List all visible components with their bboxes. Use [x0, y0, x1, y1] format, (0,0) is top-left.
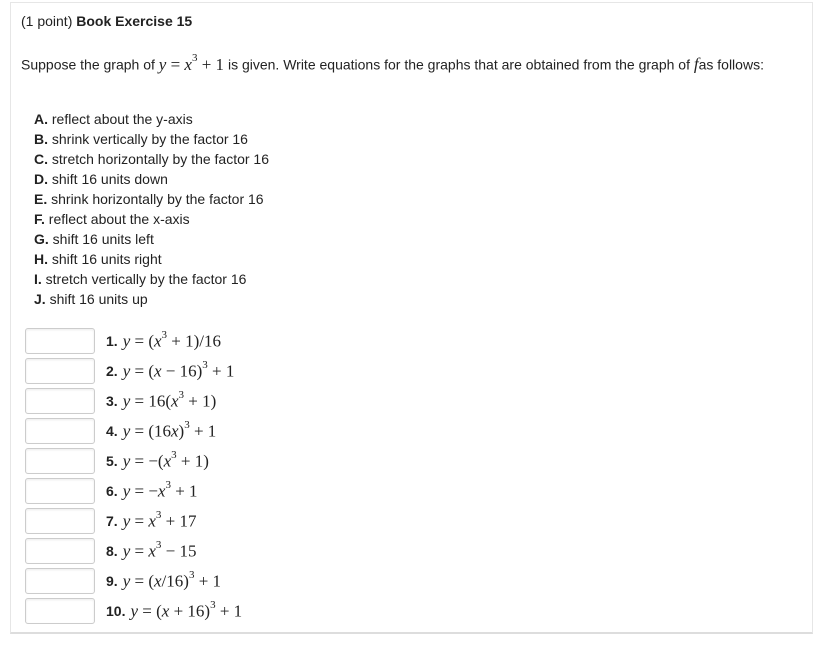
problem-panel: [10, 2, 813, 634]
answer-number: 3.: [106, 393, 118, 409]
answer-row: [25, 596, 242, 626]
answer-number: 10.: [106, 603, 126, 619]
option-item: [34, 269, 269, 289]
answer-equation: $y = (16x)^3 + 1$: [122, 418, 217, 441]
answer-input-9[interactable]: [25, 568, 95, 594]
option-text: reflect about the x-axis: [48, 211, 190, 227]
answer-number: 5.: [106, 453, 118, 469]
base-equation: $y = x^3 + 1$: [158, 52, 225, 74]
answer-input-10[interactable]: [25, 598, 95, 624]
option-text: reflect about the y-axis: [51, 111, 193, 127]
answer-input-1[interactable]: [25, 328, 95, 354]
intro-text-middle: is given. Write equations for the graphs that are obtained from the graph of: [227, 56, 690, 73]
problem-header: [21, 13, 192, 29]
answer-equation: $y = (x + 16)^3 + 1$: [130, 598, 243, 621]
answer-input-5[interactable]: [25, 448, 95, 474]
answer-row: [25, 566, 242, 596]
answer-equation: $y = -x^3 + 1$: [122, 478, 198, 501]
answer-input-7[interactable]: [25, 508, 95, 534]
answer-input-3[interactable]: [25, 388, 95, 414]
option-item: [34, 149, 269, 169]
option-text: shrink horizontally by the factor 16: [51, 191, 264, 207]
answer-row: [25, 506, 242, 536]
answer-equation: $y = x^3 + 17$: [122, 508, 197, 531]
option-letter: J.: [34, 291, 46, 307]
answer-input-8[interactable]: [25, 538, 95, 564]
option-text: shift 16 units left: [52, 231, 154, 247]
answer-number: 2.: [106, 363, 118, 379]
answer-list: [25, 326, 242, 626]
points-label: (1 point): [21, 13, 73, 29]
answer-equation: $y = (x^3 + 1)/16$: [122, 328, 222, 351]
option-item: [34, 129, 269, 149]
answer-row: [25, 416, 242, 446]
problem-statement: [21, 54, 764, 75]
option-letter: B.: [34, 131, 48, 147]
option-item: [34, 209, 269, 229]
answer-row: [25, 446, 242, 476]
answer-number: 9.: [106, 573, 118, 589]
function-f: f: [693, 54, 699, 74]
answer-row: [25, 386, 242, 416]
option-item: [34, 249, 269, 269]
answer-row: [25, 356, 242, 386]
answer-input-2[interactable]: [25, 358, 95, 384]
answer-number: 6.: [106, 483, 118, 499]
answer-row: [25, 476, 242, 506]
option-item: [34, 169, 269, 189]
option-text: shift 16 units down: [51, 171, 168, 187]
intro-text-after: as follows:: [698, 56, 764, 73]
answer-number: 1.: [106, 333, 118, 349]
option-item: [34, 229, 269, 249]
option-text: shift 16 units right: [51, 251, 162, 267]
answer-equation: $y = 16(x^3 + 1)$: [122, 388, 217, 411]
answer-number: 7.: [106, 513, 118, 529]
answer-equation: $y = -(x^3 + 1)$: [122, 448, 209, 471]
option-letter: E.: [34, 191, 48, 207]
option-item: [34, 189, 269, 209]
answer-equation: $y = x^3 - 15$: [122, 538, 197, 561]
option-letter: C.: [34, 151, 48, 167]
option-text: stretch horizontally by the factor 16: [51, 151, 269, 167]
answer-row: [25, 536, 242, 566]
intro-text-before: Suppose the graph of: [21, 56, 155, 73]
answer-number: 8.: [106, 543, 118, 559]
answer-input-6[interactable]: [25, 478, 95, 504]
option-text: shift 16 units up: [49, 291, 148, 307]
option-item: [34, 109, 269, 129]
option-letter: G.: [34, 231, 49, 247]
option-item: [34, 289, 269, 309]
answer-number: 4.: [106, 423, 118, 439]
answer-equation: $y = (x/16)^3 + 1$: [122, 568, 222, 591]
option-text: shrink vertically by the factor 16: [51, 131, 248, 147]
transformation-options: [34, 109, 269, 309]
option-letter: H.: [34, 251, 48, 267]
option-text: stretch vertically by the factor 16: [45, 271, 247, 287]
option-letter: I.: [34, 271, 42, 287]
answer-row: [25, 326, 242, 356]
option-letter: F.: [34, 211, 45, 227]
option-letter: D.: [34, 171, 48, 187]
answer-input-4[interactable]: [25, 418, 95, 444]
answer-equation: $y = (x - 16)^3 + 1$: [122, 358, 235, 381]
option-letter: A.: [34, 111, 48, 127]
problem-title: Book Exercise 15: [76, 13, 193, 29]
